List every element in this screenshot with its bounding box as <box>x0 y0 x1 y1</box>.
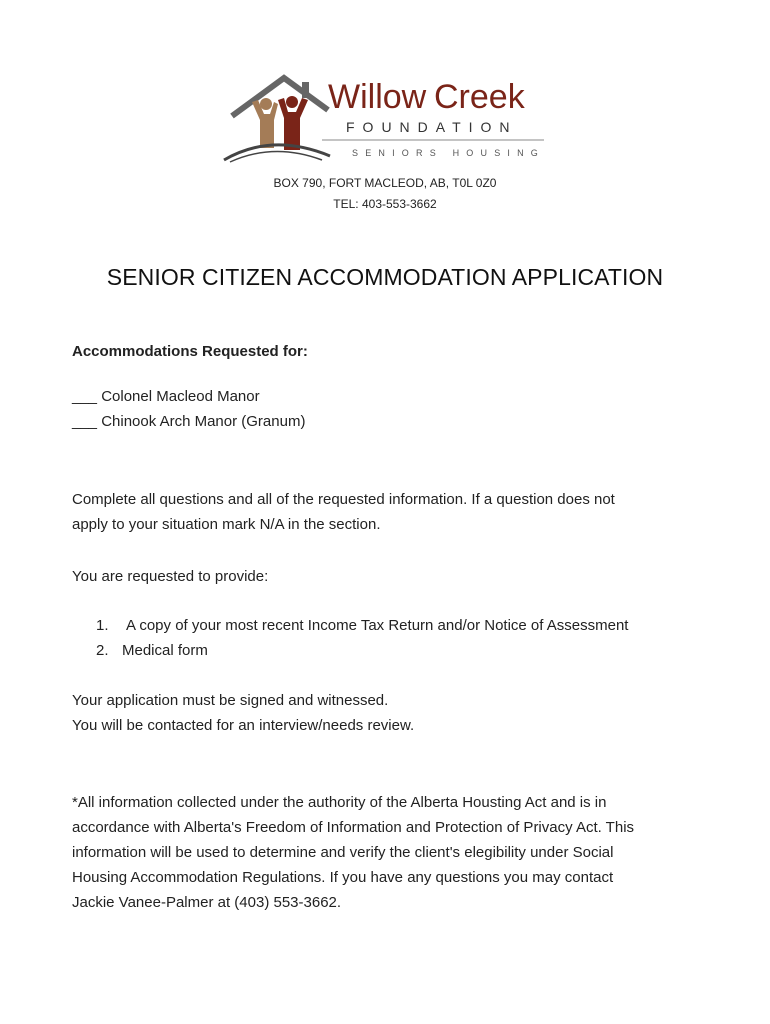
option-chinook-arch[interactable]: ___ Chinook Arch Manor (Granum) <box>72 413 306 430</box>
logo-name-creek: Creek <box>434 78 525 116</box>
provide-intro-block <box>72 564 712 589</box>
privacy-line: information will be used to determine and verify the client's elegibility under Social <box>72 844 614 861</box>
list-item-text: A copy of your most recent Income Tax Return and/or Notice of Assessment <box>126 617 629 634</box>
accommodations-heading: Accommodations Requested for: <box>72 343 308 360</box>
privacy-line: Housing Accommodation Regulations. If you have any questions you may contact <box>72 869 614 886</box>
logo-foundation: FOUNDATION <box>346 119 518 135</box>
chimney-icon <box>302 82 309 98</box>
list-item <box>72 638 712 663</box>
figure-tan-icon <box>252 98 278 148</box>
logo-tagline: SENIORS HOUSING <box>352 148 546 158</box>
instructions-line: apply to your situation mark N/A in the section. <box>72 516 381 533</box>
privacy-line: *All information collected under the authority of the Alberta Housting Act and is in <box>72 794 607 811</box>
instructions-line: Complete all questions and all of the requested information. If a question does not <box>72 491 615 508</box>
accommodation-options <box>72 384 712 434</box>
required-documents-list <box>72 613 712 663</box>
phone-line: TEL: 403-553-3662 <box>333 197 437 211</box>
privacy-line: Jackie Vanee-Palmer at (403) 553-3662. <box>72 894 342 911</box>
signing-paragraph <box>72 688 712 738</box>
privacy-notice <box>72 790 712 915</box>
list-item <box>72 613 712 638</box>
list-item-number: 1. <box>96 617 109 634</box>
figure-red-icon <box>278 96 308 150</box>
roof-icon <box>232 78 328 116</box>
accommodations-section <box>72 339 712 364</box>
logo-name-willow: Willow <box>328 78 427 116</box>
list-item-number: 2. <box>96 642 109 659</box>
list-item-text: Medical form <box>122 642 208 659</box>
option-colonel-macleod[interactable]: ___ Colonel Macleod Manor <box>72 388 260 405</box>
provide-intro: You are requested to provide: <box>72 568 269 585</box>
contact-line: You will be contacted for an interview/needs review. <box>72 717 415 734</box>
privacy-line: accordance with Alberta's Freedom of Information and Protection of Privacy Act. This <box>72 819 635 836</box>
address-block <box>0 173 770 215</box>
signing-line: Your application must be signed and witnessed. <box>72 692 389 709</box>
address-line: BOX 790, FORT MACLEOD, AB, T0L 0Z0 <box>273 176 497 190</box>
foundation-logo <box>222 72 552 167</box>
page-title: SENIOR CITIZEN ACCOMMODATION APPLICATION <box>106 264 664 290</box>
instructions-paragraph <box>72 487 712 537</box>
